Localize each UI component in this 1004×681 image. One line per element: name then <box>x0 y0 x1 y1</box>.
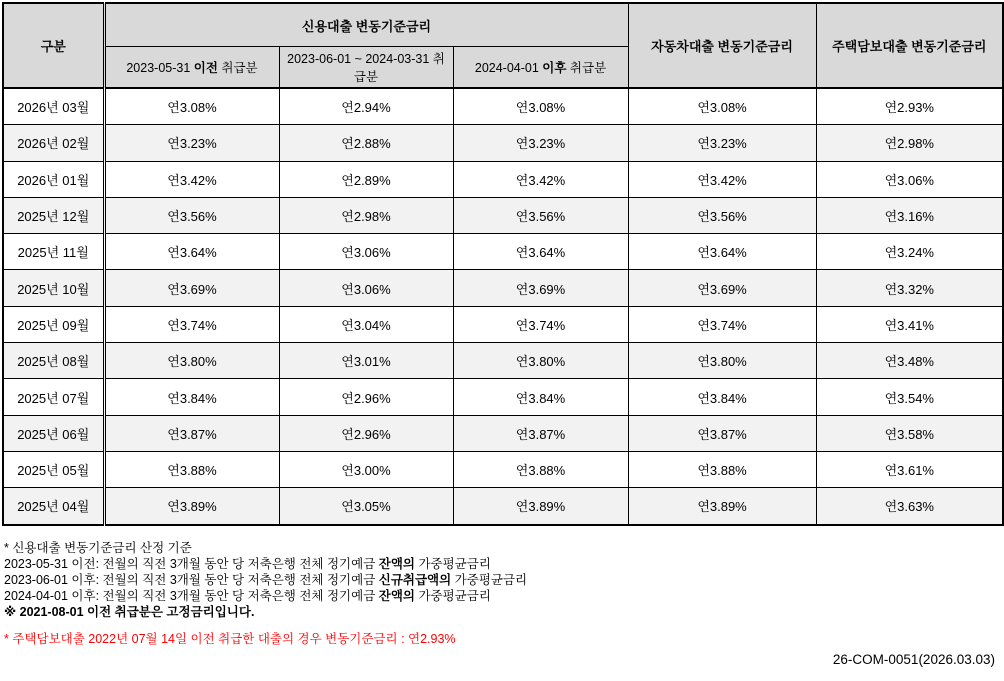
rate-cell: 연3.32% <box>816 270 1003 306</box>
month-cell: 2025년 11월 <box>3 234 104 270</box>
footnote-segment: * 주택담보대출 2022년 07월 14일 이전 취급한 대출의 경우 변동기준금리 : 연2.93% <box>4 632 456 646</box>
rate-cell: 연3.01% <box>279 343 453 379</box>
table-row <box>3 197 1003 233</box>
rate-cell: 연3.58% <box>816 415 1003 451</box>
document-id: 26-COM-0051(2026.03.03) <box>832 652 995 667</box>
footnote-line <box>4 572 527 588</box>
rate-cell: 연3.06% <box>816 161 1003 197</box>
sub-header-bold: 이전 <box>193 61 218 75</box>
rate-cell: 연3.06% <box>279 270 453 306</box>
month-cell: 2026년 03월 <box>3 88 104 125</box>
rate-cell: 연3.84% <box>104 379 279 415</box>
header-gubun: 구분 <box>3 3 104 88</box>
rate-cell: 연3.04% <box>279 306 453 342</box>
month-cell: 2025년 09월 <box>3 306 104 342</box>
table-row <box>3 270 1003 306</box>
table-row <box>3 379 1003 415</box>
month-cell: 2025년 06월 <box>3 415 104 451</box>
footnote-segment: 잔액의 <box>378 589 415 603</box>
rate-cell: 연3.42% <box>453 161 628 197</box>
footnote-segment: 2023-06-01 이후: 전월의 직전 3개월 동안 당 저축은행 전체 정기예금 <box>4 573 379 587</box>
sub-header-text: 2023-05-31 <box>126 61 194 75</box>
rate-cell: 연3.56% <box>453 197 628 233</box>
rate-cell: 연3.74% <box>453 306 628 342</box>
table-row <box>3 306 1003 342</box>
footnote-line <box>4 588 527 604</box>
month-cell: 2026년 01월 <box>3 161 104 197</box>
rate-cell: 연3.63% <box>816 488 1003 525</box>
month-cell: 2025년 04월 <box>3 488 104 525</box>
header-credit-mid <box>279 47 453 89</box>
month-cell: 2025년 12월 <box>3 197 104 233</box>
rate-cell: 연2.93% <box>816 88 1003 125</box>
rates-table <box>2 2 1004 526</box>
header-credit-before <box>104 47 279 89</box>
footnote-segment: 가중평균금리 <box>414 589 491 603</box>
rate-cell: 연3.69% <box>104 270 279 306</box>
footnote-segment: 가중평균금리 <box>451 573 528 587</box>
rate-cell: 연2.98% <box>816 125 1003 161</box>
footnote-segment: 잔액의 <box>378 557 415 571</box>
rate-cell: 연3.64% <box>628 234 816 270</box>
month-cell: 2025년 05월 <box>3 451 104 487</box>
table-row <box>3 415 1003 451</box>
table-row <box>3 125 1003 161</box>
rate-cell: 연3.88% <box>453 451 628 487</box>
rate-cell: 연3.42% <box>628 161 816 197</box>
rate-cell: 연3.64% <box>453 234 628 270</box>
footnotes <box>4 540 527 647</box>
month-cell: 2026년 02월 <box>3 125 104 161</box>
rate-cell: 연3.48% <box>816 343 1003 379</box>
table-row <box>3 343 1003 379</box>
sub-header-text: 취급분 <box>217 61 258 75</box>
rate-cell: 연3.05% <box>279 488 453 525</box>
rate-cell: 연3.89% <box>453 488 628 525</box>
footnote-segment: 가중평균금리 <box>414 557 491 571</box>
rate-cell: 연3.23% <box>104 125 279 161</box>
rate-cell: 연3.87% <box>453 415 628 451</box>
footnote-line <box>4 604 527 620</box>
rate-cell: 연3.42% <box>104 161 279 197</box>
footnote-segment: 2024-04-01 이후: 전월의 직전 3개월 동안 당 저축은행 전체 정기예금 <box>4 589 379 603</box>
rate-cell: 연3.23% <box>628 125 816 161</box>
footnote-segment: * 신용대출 변동기준금리 산정 기준 <box>4 541 192 555</box>
rate-cell: 연3.80% <box>104 343 279 379</box>
rate-cell: 연3.80% <box>453 343 628 379</box>
rate-cell: 연3.87% <box>628 415 816 451</box>
rate-cell: 연3.24% <box>816 234 1003 270</box>
rate-cell: 연3.54% <box>816 379 1003 415</box>
rate-cell: 연3.88% <box>104 451 279 487</box>
rates-table-header <box>3 3 1003 88</box>
footnote-line <box>4 631 527 647</box>
rate-cell: 연3.74% <box>628 306 816 342</box>
header-credit-loan-group: 신용대출 변동기준금리 <box>104 3 628 47</box>
rates-table-body <box>3 88 1003 525</box>
rate-cell: 연3.84% <box>453 379 628 415</box>
rate-cell: 연3.89% <box>628 488 816 525</box>
table-row <box>3 88 1003 125</box>
rate-cell: 연2.88% <box>279 125 453 161</box>
sub-header-text: 취급분 <box>566 61 607 75</box>
footnote-line <box>4 540 527 556</box>
rate-cell: 연3.84% <box>628 379 816 415</box>
table-row <box>3 488 1003 525</box>
rate-cell: 연2.94% <box>279 88 453 125</box>
footnote-line <box>4 556 527 572</box>
rate-cell: 연2.98% <box>279 197 453 233</box>
rate-cell: 연3.56% <box>628 197 816 233</box>
sub-header-text: 2023-06-01 ~ 2024-03-31 취급분 <box>287 52 445 84</box>
rate-cell: 연3.74% <box>104 306 279 342</box>
footnote-segment: ※ 2021-08-01 이전 취급분은 고정금리입니다. <box>4 605 255 619</box>
rate-cell: 연2.89% <box>279 161 453 197</box>
footnote-segment: 신규취급액의 <box>378 573 452 587</box>
rate-cell: 연3.08% <box>104 88 279 125</box>
rate-cell: 연3.88% <box>628 451 816 487</box>
rate-cell: 연3.56% <box>104 197 279 233</box>
rate-cell: 연3.89% <box>104 488 279 525</box>
rate-cell: 연3.64% <box>104 234 279 270</box>
rate-cell: 연3.23% <box>453 125 628 161</box>
month-cell: 2025년 08월 <box>3 343 104 379</box>
month-cell: 2025년 10월 <box>3 270 104 306</box>
rate-cell: 연3.00% <box>279 451 453 487</box>
table-row <box>3 451 1003 487</box>
header-credit-after <box>453 47 628 89</box>
rate-cell: 연2.96% <box>279 415 453 451</box>
rate-cell: 연3.61% <box>816 451 1003 487</box>
header-group-row <box>3 3 1003 47</box>
rate-cell: 연3.80% <box>628 343 816 379</box>
rate-cell: 연3.06% <box>279 234 453 270</box>
table-row <box>3 234 1003 270</box>
rate-cell: 연3.08% <box>453 88 628 125</box>
rate-cell: 연3.41% <box>816 306 1003 342</box>
sub-header-text: 2024-04-01 <box>474 61 543 75</box>
rate-cell: 연3.69% <box>628 270 816 306</box>
rate-cell: 연3.87% <box>104 415 279 451</box>
sub-header-bold: 이후 <box>542 61 567 75</box>
rate-cell: 연3.16% <box>816 197 1003 233</box>
rate-cell: 연3.69% <box>453 270 628 306</box>
table-row <box>3 161 1003 197</box>
month-cell: 2025년 07월 <box>3 379 104 415</box>
header-auto-loan: 자동차대출 변동기준금리 <box>628 3 816 88</box>
header-mortgage-loan: 주택담보대출 변동기준금리 <box>816 3 1003 88</box>
rate-cell: 연2.96% <box>279 379 453 415</box>
footnote-segment: 2023-05-31 이전: 전월의 직전 3개월 동안 당 저축은행 전체 정기예금 <box>4 557 379 571</box>
rate-cell: 연3.08% <box>628 88 816 125</box>
